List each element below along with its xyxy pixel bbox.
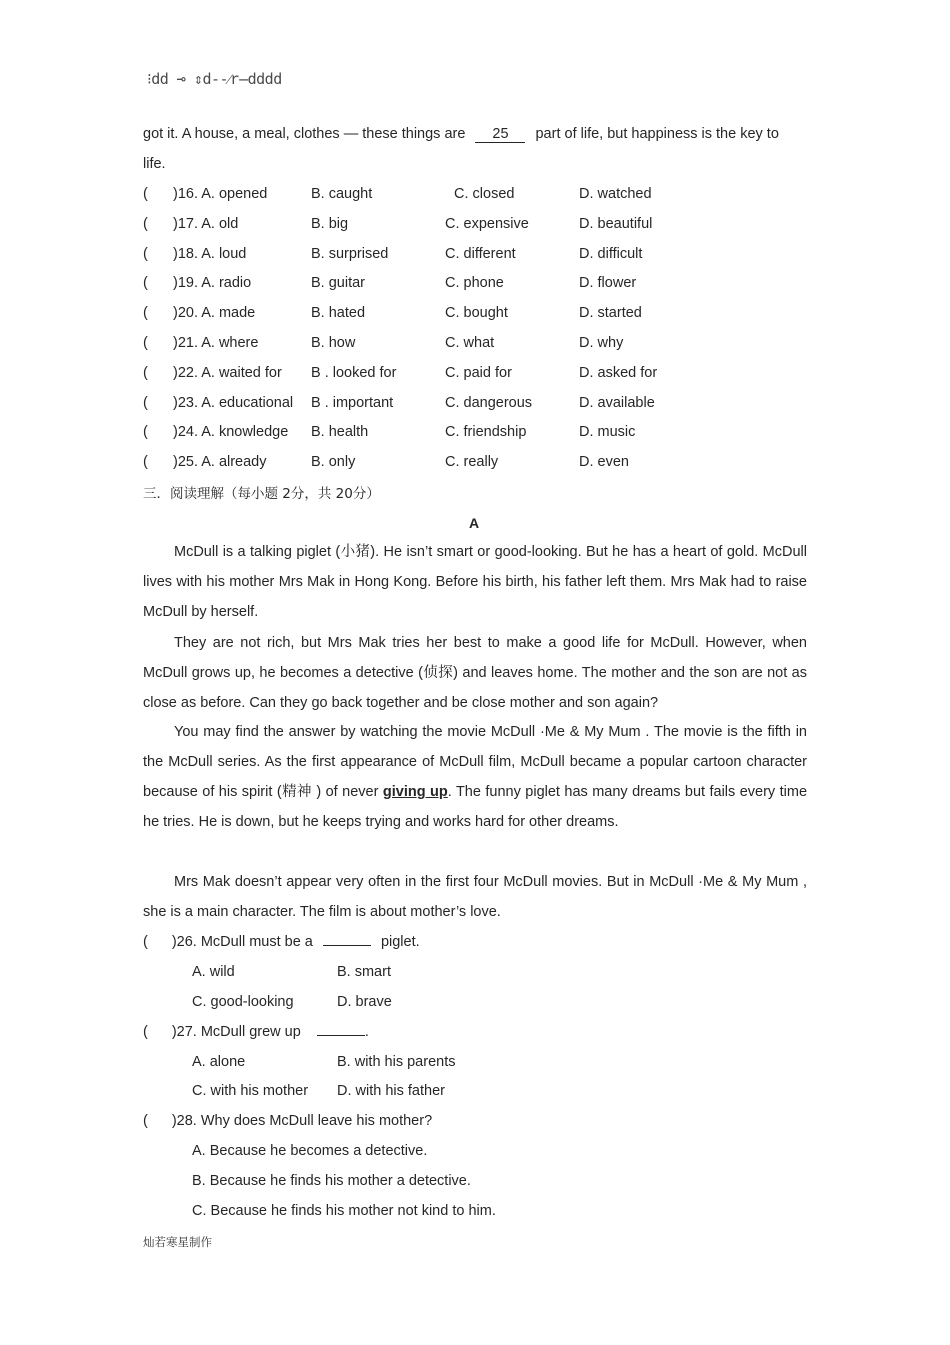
option-d: D. why [579,335,624,351]
question-27-option-a: A. alone [192,1054,246,1070]
cloze-question-row [143,395,843,415]
option-b: B. only [311,454,356,471]
option-c: C. really [445,454,499,471]
question-26-option-c: C. good-looking [192,994,294,1010]
option-a: )19. A. radio [173,275,252,292]
phrase-giving-up: giving up [382,784,448,800]
option-d: D. available [579,394,655,411]
option-b: B. guitar [311,275,365,292]
cloze-question-row [143,305,843,325]
option-d: D. even [579,454,629,471]
option-b: B. health [311,424,369,441]
paragraph-3-text-before: You may find the answer by watching the movie McDull ·Me & My Mum . The movie is the fifth in the McDull series. As the first appearance of McDull film, McDull became a popular cartoon character because of his spirit (精神 ) of never [143,724,807,800]
option-a: )16. A. opened [173,186,268,202]
question-27-option-c: C. with his mother [192,1083,309,1099]
question-28-option-a: A. Because he becomes a detective. [192,1143,428,1159]
question-26-stem [143,934,420,950]
option-a: )22. A. waited for [173,364,282,381]
paragraph-3-text-after: . The funny piglet has many dreams but fails every time he tries. He is down, but he keeps trying and works hard for other dreams. [143,784,808,830]
cloze-question-row [143,335,843,355]
question-26-blank [323,945,371,946]
answer-blank-25: 25 [475,126,525,143]
option-c: C. expensive [445,215,529,232]
answer-paren: ( [143,394,148,411]
option-c: C. what [445,335,495,351]
answer-paren: ( [143,305,148,322]
option-d: D. started [579,305,642,322]
option-a: )20. A. made [173,305,256,322]
option-a: )25. A. already [173,454,267,471]
paragraph-2-text: They are not rich, but Mrs Mak tries her best to make a good life for McDull. However, when McDull grows up, he becomes a detective (侦探) and leaves home. The mother and the son are not as close as before. Can they go back together and be close mother and son again? [143,635,807,711]
question-28-option-b: B. Because he finds his mother a detective. [192,1173,471,1189]
paragraph-1-text: McDull is a talking piglet (小猪). He isn’t smart or good-looking. But he has a heart of gold. McDull lives with his mother Mrs Mak in Hong Kong. Before his birth, his father left them. Mrs Mak had to raise McDull by herself. [143,544,807,620]
question-27-option-d: D. with his father [337,1083,445,1099]
cloze-question-row [143,246,843,266]
cloze-question-row [143,186,843,206]
answer-paren: ( [143,1024,148,1040]
footer-credit: 灿若寒星制作 [143,1235,212,1249]
passage-paragraph-4 [143,867,807,927]
option-a: )23. A. educational [173,394,294,411]
answer-paren: ( [143,424,148,441]
option-d: D. difficult [579,245,643,262]
option-a: )18. A. loud [173,245,247,262]
question-27-stem [143,1024,369,1040]
option-c: C. closed [454,186,515,202]
question-26-option-d: D. brave [337,994,392,1010]
option-b: B . important [311,394,394,411]
option-c: C. bought [445,305,508,322]
question-27-option-b: B. with his parents [337,1054,456,1070]
answer-paren: ( [143,275,148,292]
option-a: )24. A. knowledge [173,424,289,441]
intro-line-1 [143,126,779,143]
option-c: C. different [445,245,516,262]
question-27-blank [317,1035,365,1036]
option-b: B. hated [311,305,366,322]
option-c: C. friendship [445,424,527,441]
cloze-question-row [143,216,843,236]
answer-paren: ( [143,934,148,950]
option-d: D. beautiful [579,215,653,232]
cloze-question-row [143,454,843,474]
question-27-text-after: . [364,1024,369,1040]
passage-paragraph-1 [143,537,807,627]
option-d: D. asked for [579,364,658,381]
option-d: D. music [579,424,636,441]
option-b: B. big [311,215,349,232]
answer-paren: ( [143,454,148,471]
answer-paren: ( [143,1113,148,1129]
intro-line-2: life. [143,156,166,172]
option-a: )17. A. old [173,215,239,232]
option-c: C. dangerous [445,394,533,411]
option-c: C. paid for [445,364,512,381]
question-26-option-a: A. wild [192,964,235,980]
answer-paren: ( [143,245,148,262]
answer-paren: ( [143,364,148,381]
answer-paren: ( [143,215,148,232]
question-28-option-c: C. Because he finds his mother not kind to him. [192,1203,496,1219]
option-a: )21. A. where [173,335,259,351]
option-b: B. caught [311,186,373,202]
answer-paren: ( [143,186,148,202]
cloze-question-row [143,424,843,444]
option-d: D. flower [579,275,637,292]
question-26-text: )26. McDull must be a [171,934,313,950]
section-heading: 三．阅读理解（每小题 2分，共 20分） [143,486,380,502]
option-b: B . looked for [311,364,397,381]
option-b: B. how [311,335,356,351]
cloze-question-row [143,365,843,385]
option-c: C. phone [445,275,504,292]
passage-paragraph-2 [143,628,807,718]
question-28-stem [143,1113,432,1129]
question-26-option-b: B. smart [337,964,391,980]
option-b: B. surprised [311,245,389,262]
question-27-text: )27. McDull grew up [171,1024,301,1040]
passage-title: A [469,515,480,531]
question-28-text: )28. Why does McDull leave his mother? [171,1113,433,1129]
passage-paragraph-3 [143,717,807,837]
option-d: D. watched [579,186,652,202]
question-26-text-after: piglet. [380,934,420,950]
intro-text-after: part of life, but happiness is the key to [535,126,779,142]
intro-text-before: got it. A house, a meal, clothes — these things are [143,126,466,142]
paragraph-4-text: Mrs Mak doesn’t appear very often in the first four McDull movies. But in McDull ·Me & My Mum , she is a main character. The film is about mother’s love. [143,874,807,920]
garbled-header: ⁝dd ⊸ ⇕d‑‑⁄r̶dddd [147,70,282,88]
cloze-question-row [143,275,843,295]
answer-paren: ( [143,335,148,351]
